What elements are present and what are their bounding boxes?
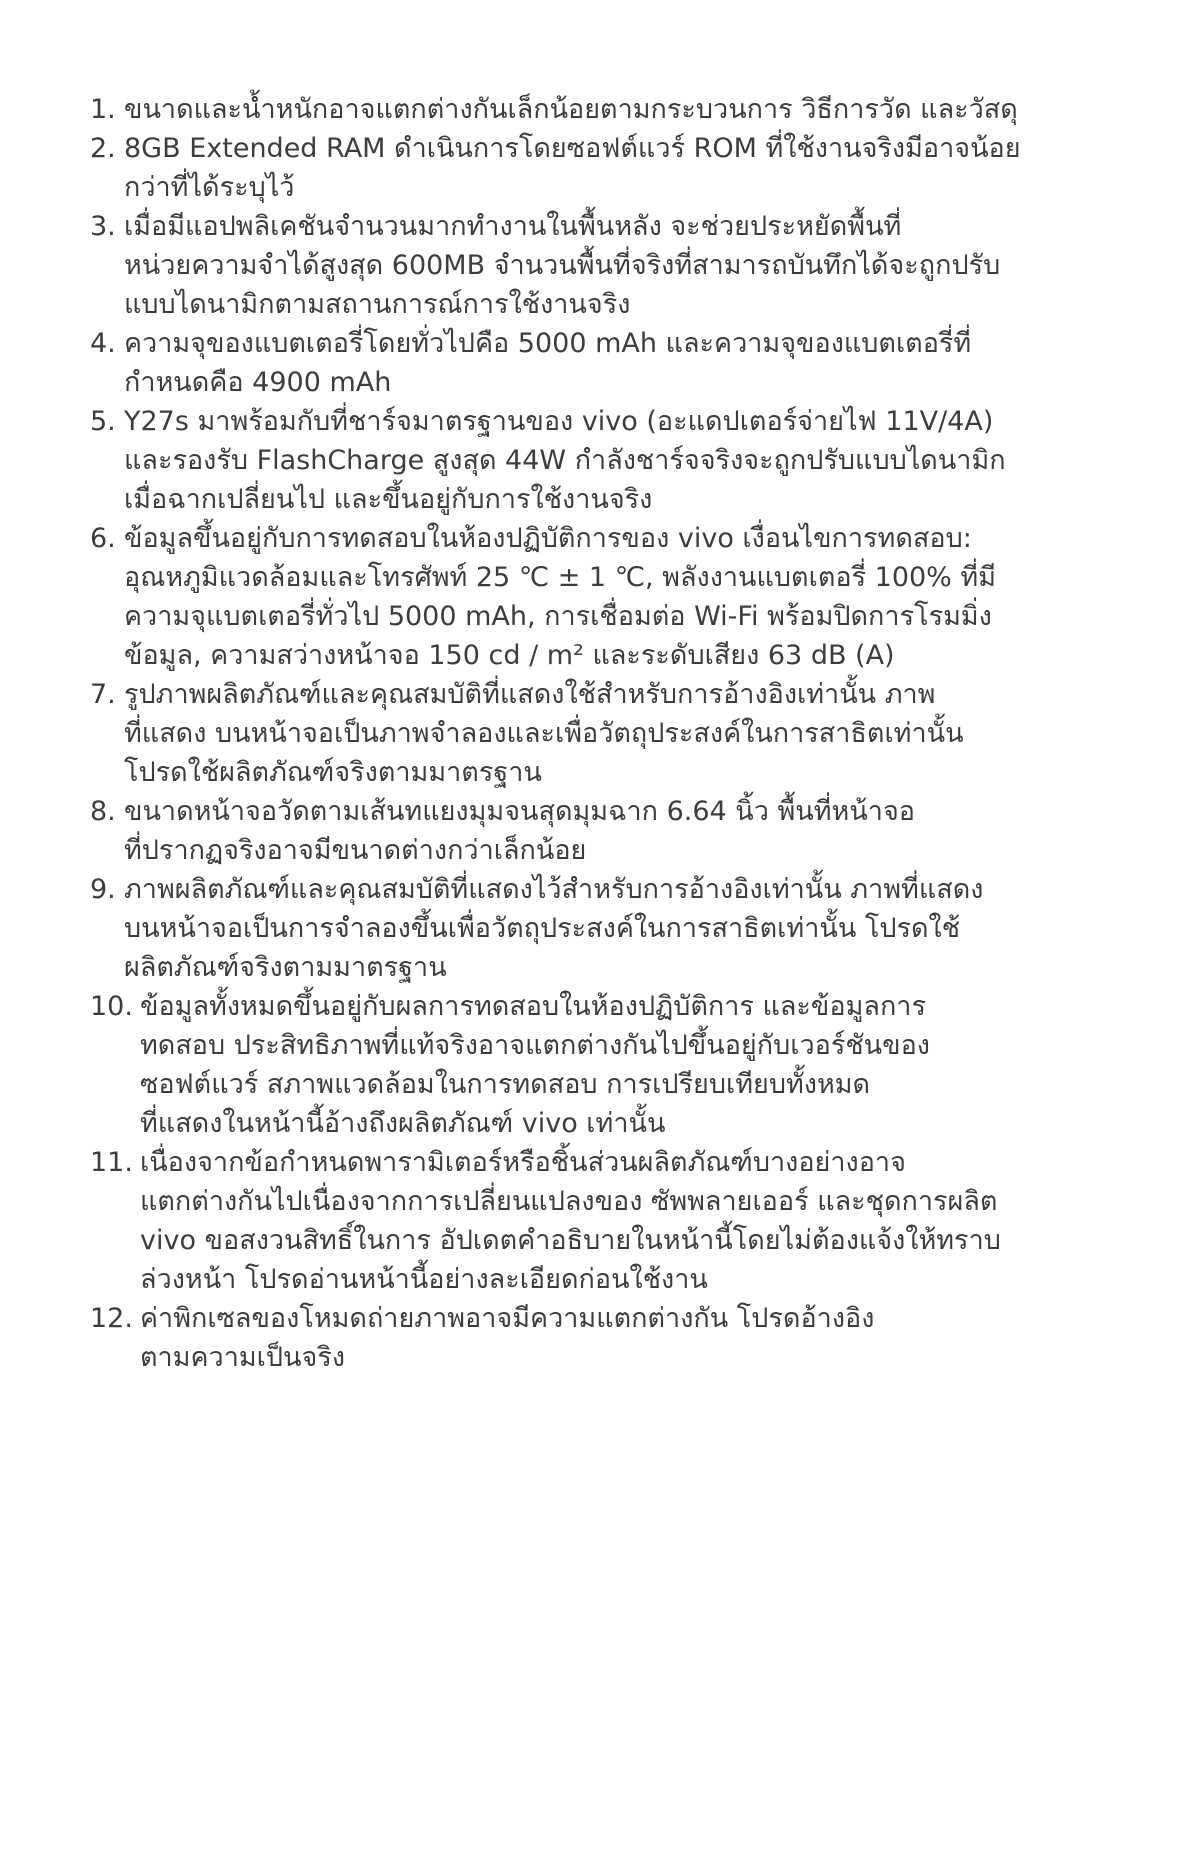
footnote-number: 3. bbox=[90, 211, 116, 242]
footnote-1 bbox=[90, 90, 1110, 129]
footnote-2 bbox=[90, 129, 1110, 207]
footnote-number: 10. bbox=[90, 991, 133, 1022]
footnote-8 bbox=[90, 792, 1110, 870]
footnote-number: 11. bbox=[90, 1147, 133, 1178]
footnote-number: 12. bbox=[90, 1303, 133, 1334]
footnote-line: บนหน้าจอเป็นการจำลองขึ้นเพื่อวัตถุประสงค์ในการสาธิตเท่านั้น โปรดใช้ bbox=[124, 913, 961, 944]
footnote-line: 8GB Extended RAM ดำเนินการโดยซอฟต์แวร์ ROM ที่ใช้งานจริงมีอาจน้อย bbox=[124, 133, 1021, 164]
footnote-12 bbox=[90, 1299, 1110, 1377]
footnote-line: แบบไดนามิกตามสถานการณ์การใช้งานจริง bbox=[124, 289, 631, 320]
footnote-line: หน่วยความจำได้สูงสุด 600MB จำนวนพื้นที่จริงที่สามารถบันทึกได้จะถูกปรับ bbox=[124, 250, 1001, 281]
footnote-line: ความจุของแบตเตอรี่โดยทั่วไปคือ 5000 mAh และความจุของแบตเตอรี่ที่ bbox=[124, 328, 972, 359]
footnote-line: เมื่อมีแอปพลิเคชันจำนวนมากทำงานในพื้นหลัง จะช่วยประหยัดพื้นที่ bbox=[124, 211, 902, 242]
footnote-line: โปรดใช้ผลิตภัณฑ์จริงตามมาตรฐาน bbox=[124, 757, 542, 788]
footnote-6 bbox=[90, 519, 1110, 675]
footnote-number: 4. bbox=[90, 328, 116, 359]
footnote-line: กำหนดคือ 4900 mAh bbox=[124, 367, 392, 398]
footnote-line: ผลิตภัณฑ์จริงตามมาตรฐาน bbox=[124, 952, 447, 983]
footnote-line: ขนาดและน้ำหนักอาจแตกต่างกันเล็กน้อยตามกระบวนการ วิธีการวัด และวัสดุ bbox=[124, 94, 1018, 125]
footnote-line: vivo ขอสงวนสิทธิ์ในการ อัปเดตคำอธิบายในหน้านี้โดยไม่ต้องแจ้งให้ทราบ bbox=[140, 1225, 1001, 1256]
footnote-line: ที่ปรากฏจริงอาจมีขนาดต่างกว่าเล็กน้อย bbox=[124, 835, 587, 866]
footnote-line: กว่าที่ได้ระบุไว้ bbox=[124, 172, 295, 203]
footnote-list bbox=[90, 90, 1110, 1377]
footnote-10 bbox=[90, 987, 1110, 1143]
footnote-line: ที่แสดงในหน้านี้อ้างถึงผลิตภัณฑ์ vivo เท่านั้น bbox=[140, 1108, 666, 1139]
footnote-9 bbox=[90, 870, 1110, 987]
footnote-line: รูปภาพผลิตภัณฑ์และคุณสมบัติที่แสดงใช้สำหรับการอ้างอิงเท่านั้น ภาพ bbox=[124, 679, 936, 710]
footnote-line: ข้อมูลทั้งหมดขึ้นอยู่กับผลการทดสอบในห้องปฏิบัติการ และข้อมูลการ bbox=[140, 991, 926, 1022]
footnote-line: แตกต่างกันไปเนื่องจากการเปลี่ยนแปลงของ ซัพพลายเออร์ และชุดการผลิต bbox=[140, 1186, 998, 1217]
footnote-line: ตามความเป็นจริง bbox=[140, 1342, 346, 1373]
footnote-5 bbox=[90, 402, 1110, 519]
footnote-line: และรองรับ FlashCharge สูงสุด 44W กำลังชาร์จจริงจะถูกปรับแบบไดนามิก bbox=[124, 445, 1006, 476]
footnote-line: ภาพผลิตภัณฑ์และคุณสมบัติที่แสดงไว้สำหรับการอ้างอิงเท่านั้น ภาพที่แสดง bbox=[124, 874, 984, 905]
footnote-line: ทดสอบ ประสิทธิภาพที่แท้จริงอาจแตกต่างกันไปขึ้นอยู่กับเวอร์ชันของ bbox=[140, 1030, 930, 1061]
footnote-line: ล่วงหน้า โปรดอ่านหน้านี้อย่างละเอียดก่อนใช้งาน bbox=[140, 1264, 708, 1295]
footnote-7 bbox=[90, 675, 1110, 792]
footnote-line: เมื่อฉากเปลี่ยนไป และขึ้นอยู่กับการใช้งานจริง bbox=[124, 484, 653, 515]
footnote-number: 7. bbox=[90, 679, 116, 710]
footnote-line: อุณหภูมิแวดล้อมและโทรศัพท์ 25 ℃ ± 1 ℃, พลังงานแบตเตอรี่ 100% ที่มี bbox=[124, 562, 997, 593]
footnote-11 bbox=[90, 1143, 1110, 1299]
footnote-line: ขนาดหน้าจอวัดตามเส้นทแยงมุมจนสุดมุมฉาก 6.64 นิ้ว พื้นที่หน้าจอ bbox=[124, 796, 915, 827]
footnote-number: 8. bbox=[90, 796, 116, 827]
footnote-number: 5. bbox=[90, 406, 116, 437]
footnote-line: เนื่องจากข้อกำหนดพารามิเตอร์หรือชิ้นส่วนผลิตภัณฑ์บางอย่างอาจ bbox=[140, 1147, 906, 1178]
footnote-number: 2. bbox=[90, 133, 116, 164]
footnote-line: ซอฟต์แวร์ สภาพแวดล้อมในการทดสอบ การเปรียบเทียบทั้งหมด bbox=[140, 1069, 871, 1100]
footnote-line: Y27s มาพร้อมกับที่ชาร์จมาตรฐานของ vivo (อะแดปเตอร์จ่ายไฟ 11V/4A) bbox=[124, 406, 994, 437]
footnote-line: ที่แสดง บนหน้าจอเป็นภาพจำลองและเพื่อวัตถุประสงค์ในการสาธิตเท่านั้น bbox=[124, 718, 964, 749]
footnote-4 bbox=[90, 324, 1110, 402]
footnote-line: ข้อมูลขึ้นอยู่กับการทดสอบในห้องปฏิบัติการของ vivo เงื่อนไขการทดสอบ: bbox=[124, 523, 972, 554]
footnote-number: 9. bbox=[90, 874, 116, 905]
footnote-3 bbox=[90, 207, 1110, 324]
footnote-number: 1. bbox=[90, 94, 116, 125]
footnote-number: 6. bbox=[90, 523, 116, 554]
footnote-line: ข้อมูล, ความสว่างหน้าจอ 150 cd / m² และระดับเสียง 63 dB (A) bbox=[124, 640, 895, 671]
footnote-line: ความจุแบตเตอรี่ทั่วไป 5000 mAh, การเชื่อมต่อ Wi-Fi พร้อมปิดการโรมมิ่ง bbox=[124, 601, 992, 632]
footnote-line: ค่าพิกเซลของโหมดถ่ายภาพอาจมีความแตกต่างกัน โปรดอ้างอิง bbox=[140, 1303, 875, 1334]
